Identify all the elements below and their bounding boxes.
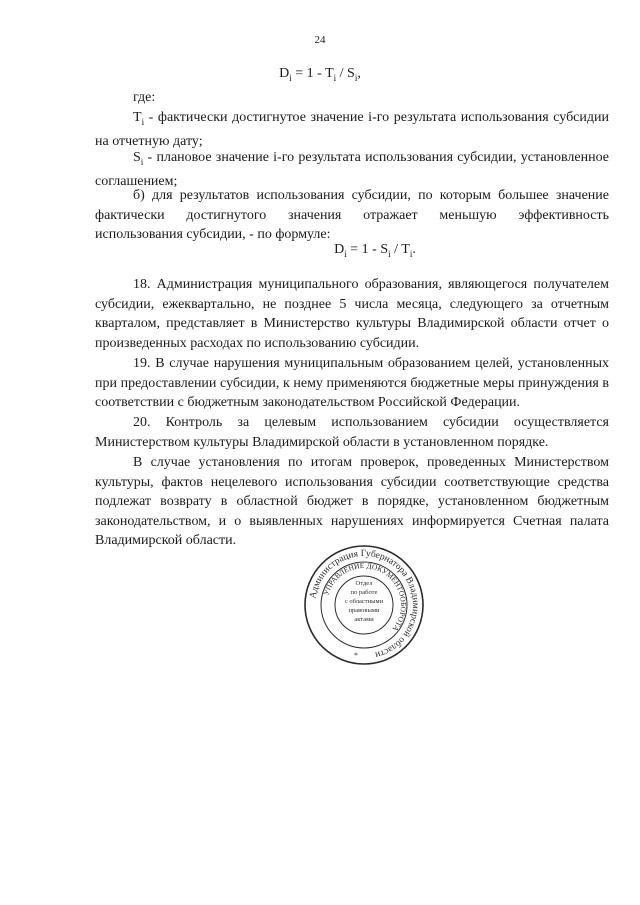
definition-t: $T_i$ - фактически достигнутое значение i-го результата использования субсидии на отчетную дату;: [95, 110, 609, 150]
seal-star-icon: *: [354, 651, 358, 660]
official-seal: [302, 543, 426, 667]
seal-center-line-3: с областными: [344, 598, 384, 605]
seal-center-line-2: по работе: [350, 589, 378, 596]
seal-center-line-1: Отдел: [355, 580, 373, 587]
paragraph-18: 18. Администрация муниципального образования, являющегося получателем субсидии, ежеквартально, не позднее 5 числа месяца, следующего за отчетным кварталом, представляет в Министерство культуры Владимирской области отчет о произведенных расходах по использованию субсидии.: [95, 277, 609, 351]
seal-outer-text: Администрация Губернатора Владимирской области: [308, 548, 421, 660]
formula-d-i-second: $D_i = 1 - S_i / T_i$.: [334, 242, 416, 259]
seal-center-line-5: актами: [354, 616, 374, 623]
definition-s: $S_i$ - плановое значение i-го результата использования субсидии, установленное соглашением;: [95, 150, 609, 190]
formula-d-i-first: $D_i = 1 - T_i / S_i$,: [279, 66, 361, 83]
seal-center-line-4: правовыми: [348, 607, 380, 614]
page-number: 24: [314, 34, 326, 46]
paragraph-20: 20. Контроль за целевым использованием субсидии осуществляется Министерством культуры Владимирской области в установленном порядке.: [95, 415, 609, 450]
item-b-paragraph: б) для результатов использования субсидии, по которым большее значение фактически достигнутого значения отражает меньшую эффективность использования субсидии, - по формуле:: [95, 188, 609, 242]
paragraph-19: 19. В случае нарушения муниципальным образованием целей, установленных при предоставлении субсидии, к нему применяются бюджетные меры принуждения в соответствии с бюджетным законодательством Российской Федерации.: [95, 356, 609, 410]
where-label: где:: [133, 90, 156, 105]
paragraph-21: В случае установления по итогам проверок, проведенных Министерством культуры, фактов нецелевого использования субсидии соответствующие средства подлежат возврату в областной бюджет в порядке, установленном бюджетным законодательством, и о выявленных нарушениях информируется Счетная палата Владимирской области.: [95, 455, 609, 548]
seal-inner-text: УПРАВЛЕНИЕ ДОКУМЕНТООБОРОТА: [321, 560, 409, 634]
